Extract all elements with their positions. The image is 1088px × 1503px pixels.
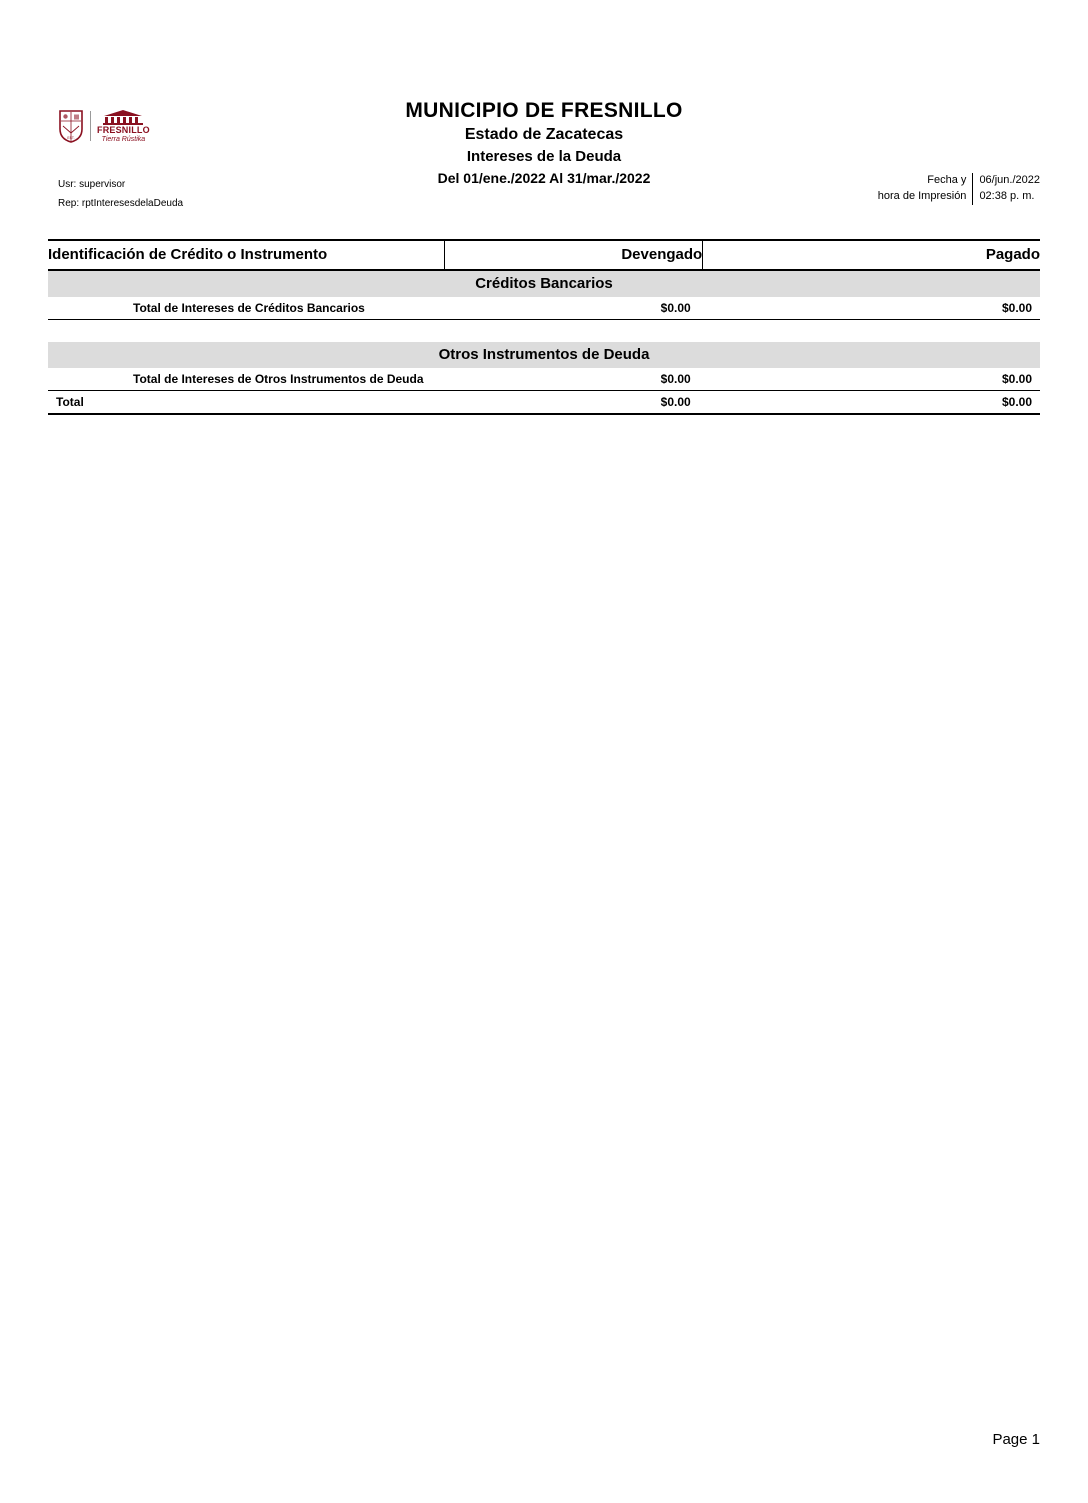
row-pagado: $0.00: [703, 297, 1040, 320]
user-line: Usr: supervisor: [58, 179, 126, 190]
column-header-pagado: Pagado: [703, 240, 1040, 270]
section-spacer: [48, 320, 1040, 343]
total-devengado: $0.00: [445, 391, 703, 415]
column-header-devengado: Devengado: [445, 240, 703, 270]
state-subtitle: Estado de Zacatecas: [464, 126, 624, 143]
total-pagado: $0.00: [703, 391, 1040, 415]
total-label: Total: [48, 391, 445, 415]
logo-tagline: Tierra Rústika: [101, 135, 146, 143]
report-table-wrapper: [48, 239, 1040, 415]
group-header-row: [48, 342, 1040, 368]
print-stamp-values: [972, 173, 1040, 205]
logo-wordmark: FRESNILLO: [97, 124, 150, 135]
organization-title: MUNICIPIO DE FRESNILLO: [405, 99, 683, 122]
table-row: [48, 368, 1040, 391]
logo-divider: [90, 111, 91, 141]
spacer-cell: [48, 320, 1040, 343]
logo-wordmark-group: [97, 109, 150, 143]
table-row: [48, 297, 1040, 320]
table-header-row: [48, 240, 1040, 270]
svg-text:EST.: EST.: [67, 135, 75, 140]
report-id-line: Rep: rptInteresesdelaDeuda: [58, 198, 184, 209]
row-devengado: $0.00: [445, 297, 703, 320]
report-period: Del 01/ene./2022 Al 31/mar./2022: [437, 170, 651, 186]
print-stamp-labels: [878, 173, 973, 205]
building-icon: [98, 109, 148, 125]
group-header-row: [48, 270, 1040, 297]
group-title-otros-instrumentos: Otros Instrumentos de Deuda: [48, 342, 1040, 368]
interest-report-table: [48, 239, 1040, 415]
print-label-line1: Fecha y: [927, 174, 967, 186]
print-time: 02:38 p. m.: [979, 189, 1035, 202]
report-page: [0, 95, 1088, 1503]
row-label: Total de Intereses de Créditos Bancarios: [48, 297, 445, 320]
page-number: Page 1: [992, 1431, 1040, 1448]
print-stamp: [878, 173, 1040, 205]
row-pagado: $0.00: [703, 368, 1040, 391]
coat-of-arms-icon: [58, 109, 84, 143]
row-devengado: $0.00: [445, 368, 703, 391]
print-date: 06/jun./2022: [979, 174, 1040, 186]
report-meta-left: [58, 175, 183, 213]
print-label-line2: hora de Impresión: [877, 189, 967, 202]
municipal-logo: [58, 103, 173, 148]
grand-total-row: [48, 391, 1040, 415]
group-title-creditos-bancarios: Créditos Bancarios: [48, 270, 1040, 297]
column-header-identification: Identificación de Crédito o Instrumento: [48, 240, 445, 270]
row-label: Total de Intereses de Otros Instrumentos de Deuda: [48, 368, 445, 391]
report-title: Intereses de la Deuda: [466, 148, 622, 165]
report-header: [48, 95, 1040, 225]
